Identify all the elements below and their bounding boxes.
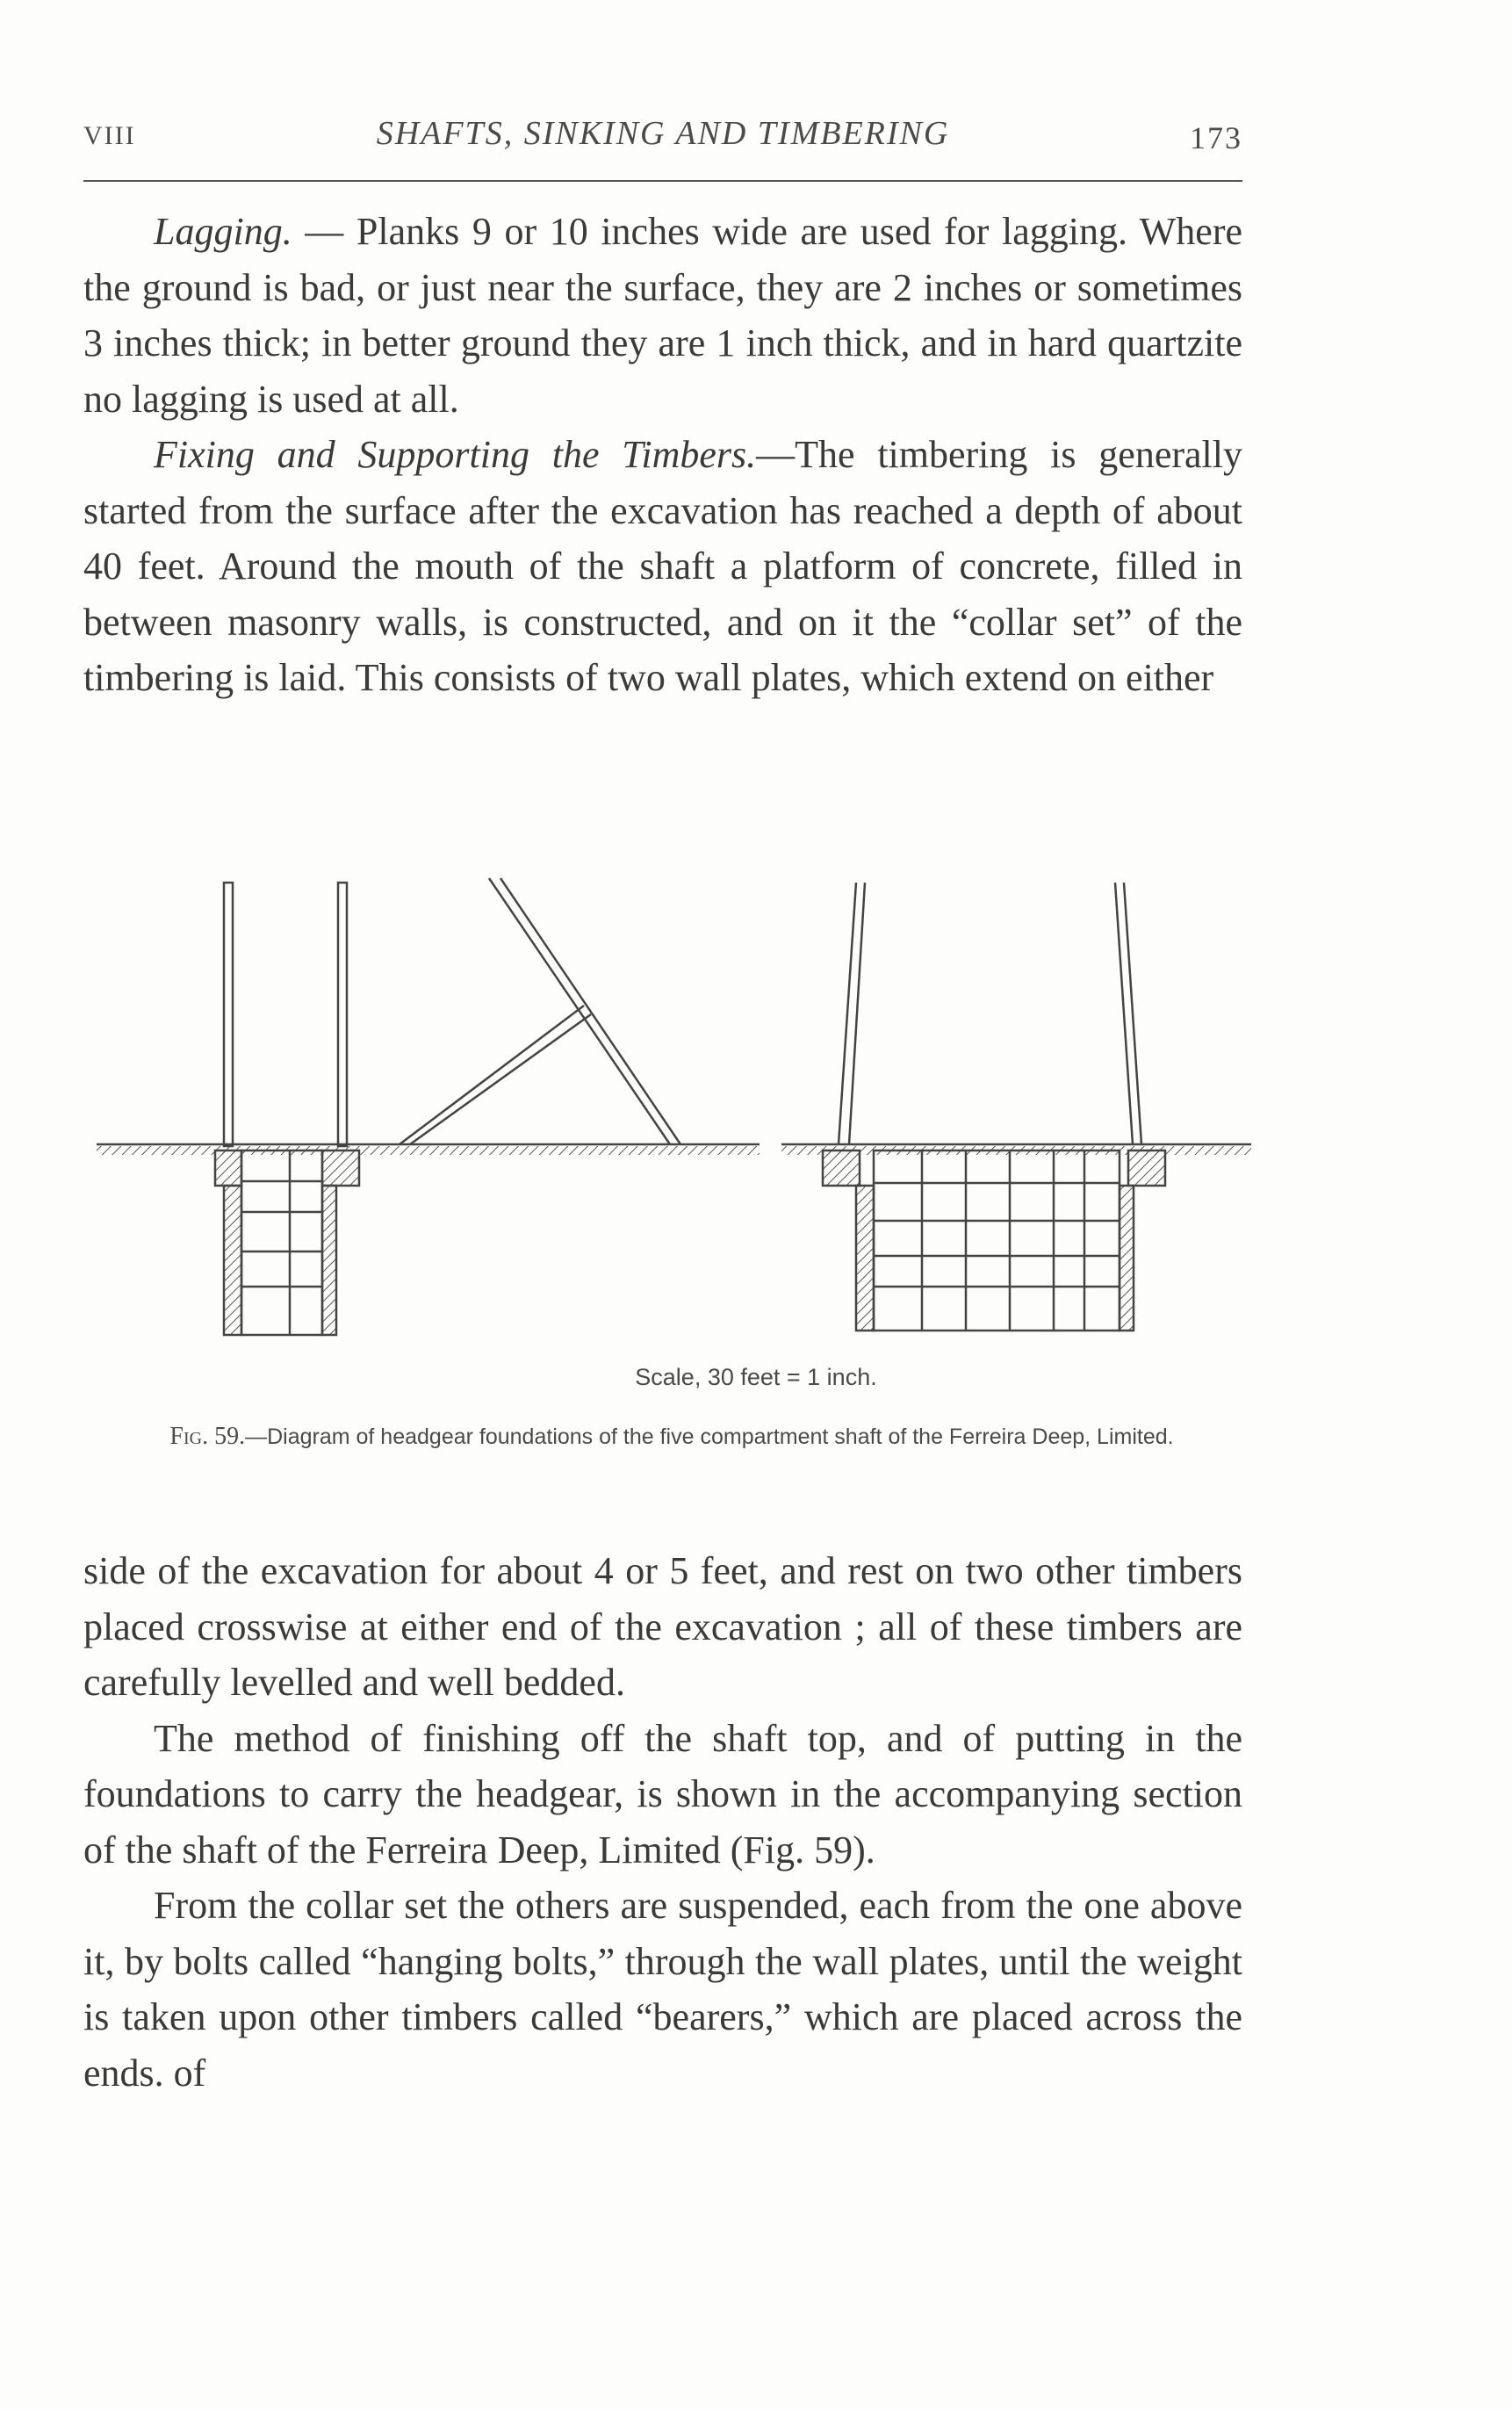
paragraph-lagging xyxy=(83,204,1242,427)
chapter-number: VIII xyxy=(83,121,136,150)
page-number: 173 xyxy=(1190,120,1242,155)
running-title: SHAFTS, SINKING AND TIMBERING xyxy=(376,115,950,152)
figure-label: Fig. 59. xyxy=(169,1423,246,1450)
running-header xyxy=(83,114,1242,167)
run-in-heading: Lagging. xyxy=(154,210,292,253)
caption-text: —Diagram of headgear foundations of the five compartment shaft of the Ferreira Deep, Limited. xyxy=(245,1424,1174,1449)
paragraph-method: The method of finishing off the shaft top, and of putting in the foundations to carry the headgear, is shown in the accompanying section of the shaft of the Ferreira Deep, Limited (Fig. 59). xyxy=(83,1716,1242,1872)
paragraph-collar-set: From the collar set the others are suspended, each from the one above it, by bolts called “hanging bolts,” through the wall plates, until the weight is taken upon other timbers called “bearers,” which are placed across the ends. of xyxy=(83,1884,1242,2095)
figure-caption xyxy=(149,1420,1194,1453)
paragraph-continuation: side of the excavation for about 4 or 5 feet, and rest on two other timbers placed crosswise at either end of the excavation ; all of these timbers are carefully levelled and well bedded. xyxy=(83,1549,1242,1704)
paragraph-text: —The timbering is generally started from the surface after the excavation has reached a depth of about 40 feet. Around the mouth of the shaft a platform of concrete, filled in between masonry walls, is constructed, and on it the “collar set” of the timbering is laid. This consists of two wall plates, which extend on either xyxy=(83,433,1242,699)
body-text-bottom xyxy=(83,1543,1242,2101)
left-section-diagram xyxy=(97,878,760,1335)
body-text-top xyxy=(83,204,1242,706)
figure-scale: Scale, 30 feet = 1 inch. xyxy=(635,1364,877,1390)
run-in-heading: Fixing and Supporting the Timbers. xyxy=(154,433,757,476)
paragraph-text: — Planks 9 or 10 inches wide are used for lagging. Where the ground is bad, or just near the surface, they are 2 inches or sometimes 3 inches thick; in better ground they are 1 inch thick, and in hard quartzite no lagging is used at all. xyxy=(83,210,1242,421)
paragraph-fixing xyxy=(83,427,1242,706)
header-rule xyxy=(83,180,1242,182)
figure-diagram xyxy=(83,865,1251,1361)
right-section-diagram xyxy=(781,883,1251,1331)
